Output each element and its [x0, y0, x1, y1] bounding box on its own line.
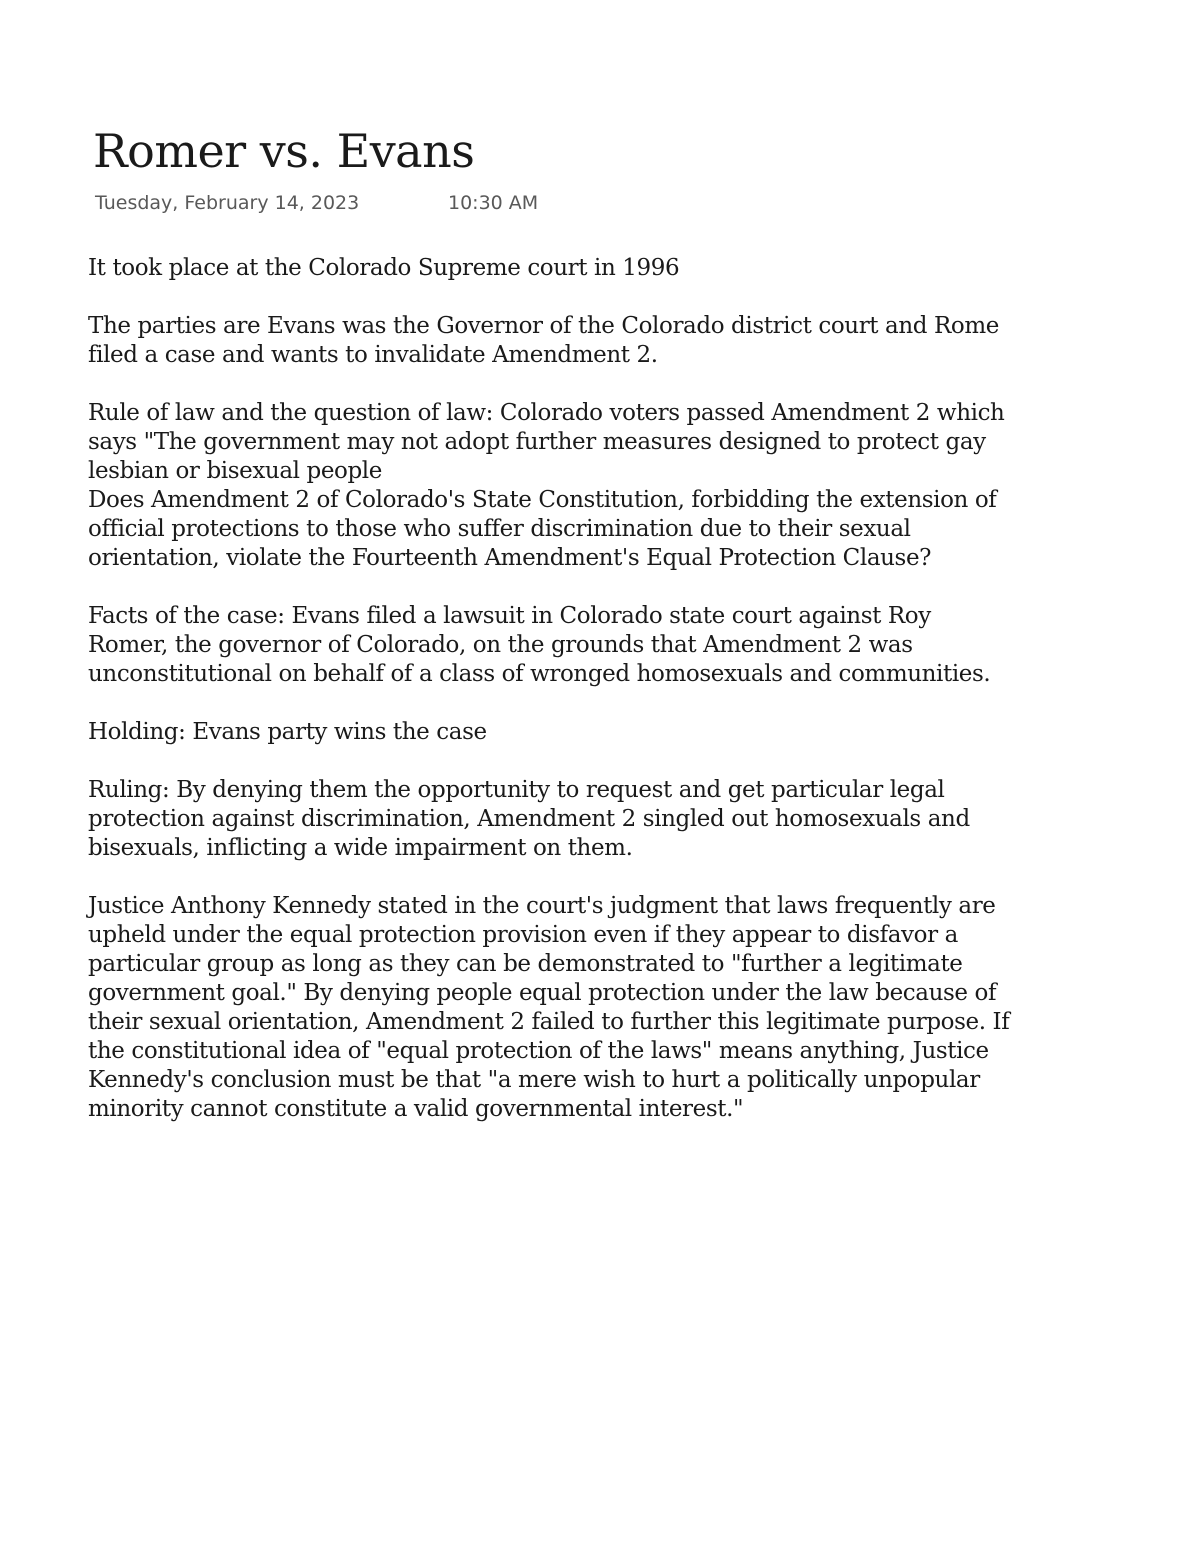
note-body [88, 254, 1200, 1124]
text-line: filed a case and wants to invalidate Amendment 2. [88, 342, 658, 368]
text-line: government goal." By denying people equal protection under the law because of [88, 980, 997, 1006]
text-line: Ruling: By denying them the opportunity to request and get particular legal [88, 777, 945, 803]
text-line: orientation, violate the Fourteenth Amendment's Equal Protection Clause? [88, 545, 932, 571]
paragraph-gap [88, 573, 1200, 602]
paragraph-gap [88, 370, 1200, 399]
text-line: Does Amendment 2 of Colorado's State Constitution, forbidding the extension of [88, 487, 997, 513]
text-line: particular group as long as they can be demonstrated to "further a legitimate [88, 951, 963, 977]
paragraph [88, 312, 1200, 370]
text-line: minority cannot constitute a valid governmental interest." [88, 1096, 744, 1122]
text-line: Romer, the governor of Colorado, on the grounds that Amendment 2 was [88, 632, 913, 658]
paragraph-gap [88, 747, 1200, 776]
text-line: protection against discrimination, Amendment 2 singled out homosexuals and [88, 806, 970, 832]
text-line: Justice Anthony Kennedy stated in the court's judgment that laws frequently are [88, 893, 996, 919]
text-line: Facts of the case: Evans filed a lawsuit in Colorado state court against Roy [88, 603, 931, 629]
text-line: the constitutional idea of "equal protection of the laws" means anything, Justice [88, 1038, 989, 1064]
paragraph [88, 602, 1200, 689]
paragraph-gap [88, 863, 1200, 892]
text-line: official protections to those who suffer discrimination due to their sexual [88, 516, 911, 542]
page-title: Romer vs. Evans [93, 124, 475, 178]
paragraph [88, 776, 1200, 863]
text-line: It took place at the Colorado Supreme court in 1996 [88, 255, 680, 281]
paragraph [88, 254, 1200, 283]
text-line: unconstitutional on behalf of a class of wronged homosexuals and communities. [88, 661, 991, 687]
paragraph-gap [88, 689, 1200, 718]
text-line: lesbian or bisexual people [88, 458, 382, 484]
text-line: Rule of law and the question of law: Colorado voters passed Amendment 2 which [88, 400, 1005, 426]
text-line: their sexual orientation, Amendment 2 failed to further this legitimate purpose. If [88, 1009, 1010, 1035]
text-line: Kennedy's conclusion must be that "a mere wish to hurt a politically unpopular [88, 1067, 980, 1093]
text-line: Holding: Evans party wins the case [88, 719, 487, 745]
text-line: says "The government may not adopt further measures designed to protect gay [88, 429, 986, 455]
text-line: upheld under the equal protection provision even if they appear to disfavor a [88, 922, 958, 948]
paragraph [88, 718, 1200, 747]
note-date: Tuesday, February 14, 2023 [95, 192, 360, 214]
text-line: bisexuals, inflicting a wide impairment on them. [88, 835, 633, 861]
note-time: 10:30 AM [448, 192, 539, 214]
paragraph [88, 399, 1200, 573]
text-line: The parties are Evans was the Governor of the Colorado district court and Rome [88, 313, 999, 339]
paragraph [88, 892, 1200, 1124]
paragraph-gap [88, 283, 1200, 312]
